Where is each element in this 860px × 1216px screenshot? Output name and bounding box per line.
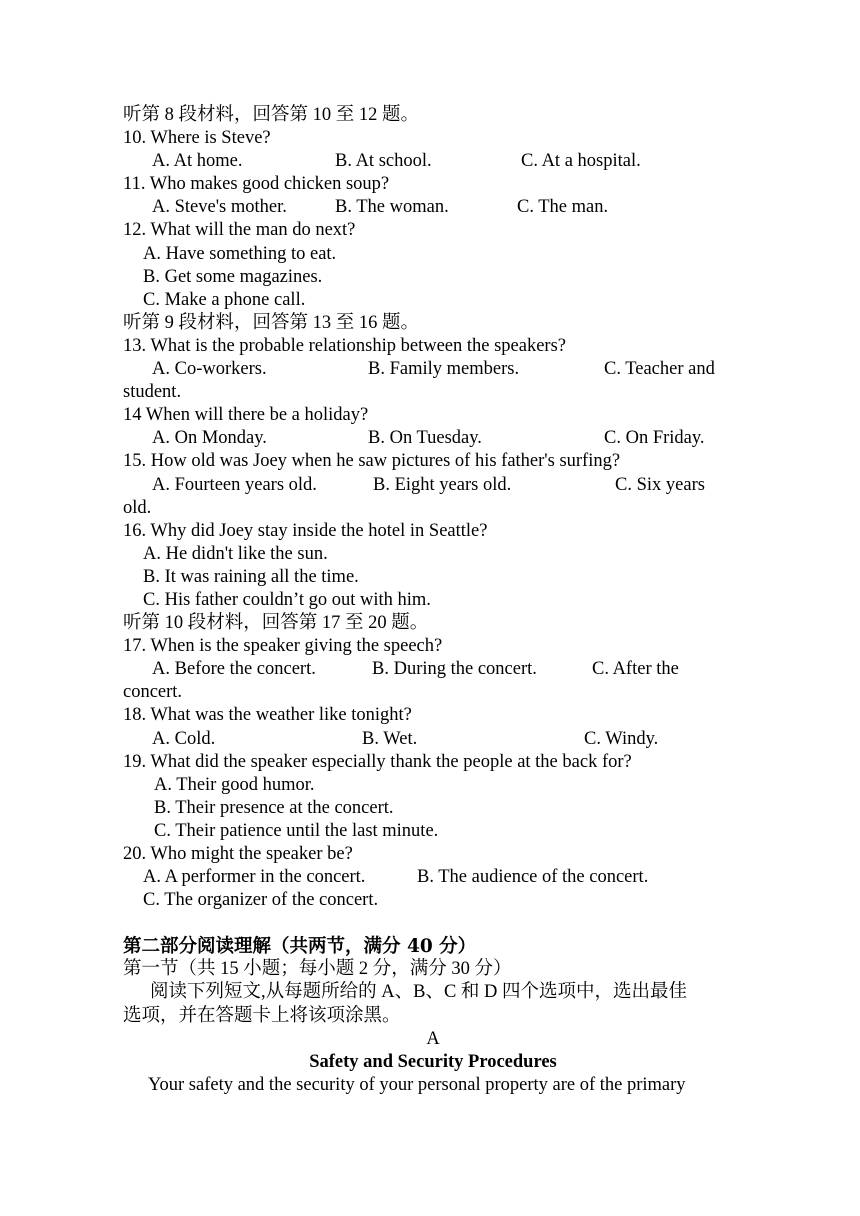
question-19: 19. What did the speaker especially thank the people at the back for? bbox=[123, 751, 632, 772]
option-c-continuation: concert. bbox=[123, 682, 183, 703]
option-b: B. At school. bbox=[335, 151, 432, 172]
option-b: B. On Tuesday. bbox=[368, 428, 482, 449]
option-b: B. Their presence at the concert. bbox=[154, 797, 394, 818]
exam-page bbox=[123, 104, 743, 1097]
option-a: A. Have something to eat. bbox=[143, 243, 337, 264]
question-18-options bbox=[123, 728, 743, 751]
option-a: A. A performer in the concert. bbox=[143, 867, 366, 888]
option-b: B. Get some magazines. bbox=[143, 266, 323, 287]
option-b: B. Family members. bbox=[368, 359, 520, 380]
option-a: A. Before the concert. bbox=[152, 659, 316, 680]
option-a: A. Co-workers. bbox=[152, 359, 267, 380]
question-14: 14 When will there be a holiday? bbox=[123, 405, 369, 426]
option-c: C. Their patience until the last minute. bbox=[154, 820, 439, 841]
option-b: B. It was raining all the time. bbox=[143, 566, 359, 587]
question-11-options bbox=[123, 196, 743, 219]
option-c: C. Six years bbox=[615, 474, 705, 495]
question-16: 16. Why did Joey stay inside the hotel in Seattle? bbox=[123, 520, 488, 541]
section-10-header: 听第 10 段材料，回答第 17 至 20 题。 bbox=[123, 613, 429, 634]
option-a: A. He didn't like the sun. bbox=[143, 543, 328, 564]
question-13-options bbox=[123, 358, 743, 381]
question-12: 12. What will the man do next? bbox=[123, 220, 356, 241]
part-two-title: 第二部分阅读理解（共两节，满分 40 分） bbox=[123, 936, 477, 958]
option-a: A. At home. bbox=[152, 151, 243, 172]
option-c-continuation: old. bbox=[123, 497, 152, 518]
passage-title: Safety and Security Procedures bbox=[309, 1051, 557, 1072]
question-10-options bbox=[123, 150, 743, 173]
section-9-header: 听第 9 段材料，回答第 13 至 16 题。 bbox=[123, 312, 420, 333]
question-15: 15. How old was Joey when he saw pictures of his father's surfing? bbox=[123, 451, 621, 472]
question-13: 13. What is the probable relationship between the speakers? bbox=[123, 335, 566, 356]
passage-letter: A bbox=[426, 1028, 440, 1049]
option-c: C. The man. bbox=[517, 197, 609, 218]
spacer bbox=[123, 912, 743, 935]
option-a: A. Fourteen years old. bbox=[152, 474, 317, 495]
option-c: C. Windy. bbox=[584, 728, 659, 749]
option-b: B. The woman. bbox=[335, 197, 449, 218]
section-one-heading: 第一节（共 15 小题；每小题 2 分，满分 30 分） bbox=[123, 959, 512, 980]
option-a: A. Steve's mother. bbox=[152, 197, 287, 218]
option-c-continuation: student. bbox=[123, 382, 182, 403]
option-b: B. Wet. bbox=[362, 728, 418, 749]
option-c: C. After the bbox=[592, 659, 679, 680]
option-c: C. On Friday. bbox=[604, 428, 705, 449]
question-17-options bbox=[123, 658, 743, 681]
option-b: B. Eight years old. bbox=[373, 474, 512, 495]
question-14-options bbox=[123, 427, 743, 450]
question-15-options bbox=[123, 474, 743, 497]
instruction-line-2: 选项，并在答题卡上将该项涂黑。 bbox=[123, 1005, 401, 1026]
passage-first-line: Your safety and the security of your personal property are of the primary bbox=[148, 1074, 686, 1095]
option-a: A. Cold. bbox=[152, 728, 216, 749]
option-c: C. Make a phone call. bbox=[143, 289, 306, 310]
option-c: C. Teacher and bbox=[604, 359, 715, 380]
option-b: B. The audience of the concert. bbox=[417, 867, 649, 888]
question-20: 20. Who might the speaker be? bbox=[123, 844, 353, 864]
question-10: 10. Where is Steve? bbox=[123, 128, 271, 149]
question-11: 11. Who makes good chicken soup? bbox=[123, 174, 390, 195]
option-a: A. On Monday. bbox=[152, 428, 267, 449]
question-17: 17. When is the speaker giving the speech? bbox=[123, 636, 443, 657]
option-c: C. His father couldn’t go out with him. bbox=[143, 589, 431, 610]
option-c: C. At a hospital. bbox=[521, 151, 641, 172]
question-20-options-ab bbox=[123, 866, 743, 889]
option-a: A. Their good humor. bbox=[154, 774, 315, 795]
option-b: B. During the concert. bbox=[372, 659, 537, 680]
question-18: 18. What was the weather like tonight? bbox=[123, 705, 412, 726]
option-c: C. The organizer of the concert. bbox=[143, 890, 379, 911]
instruction-line-1: 阅读下列短文,从每题所给的 A、B、C 和 D 四个选项中，选出最佳 bbox=[150, 982, 688, 1003]
section-8-header: 听第 8 段材料，回答第 10 至 12 题。 bbox=[123, 105, 420, 125]
